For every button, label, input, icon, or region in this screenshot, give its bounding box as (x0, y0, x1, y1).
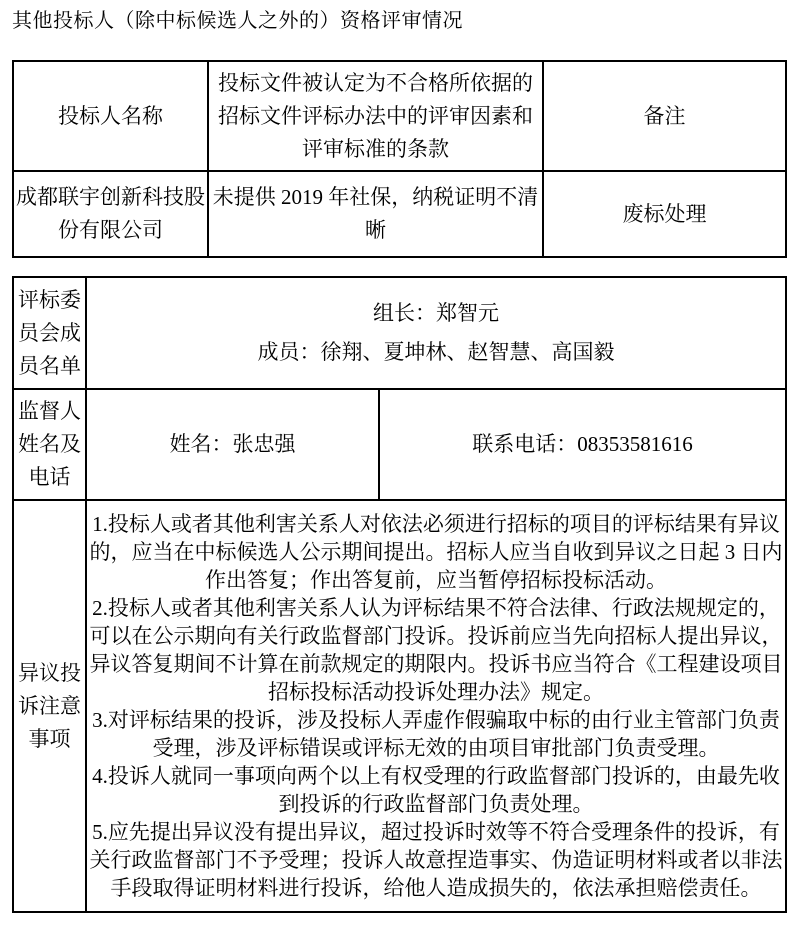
supervisor-name-cell: 姓名：张忠强 (86, 389, 379, 500)
disqualification-reason-cell: 未提供 2019 年社保，纳税证明不清晰 (208, 171, 543, 257)
committee-row (13, 277, 786, 389)
notice-item-2: 2.投标人或者其他利害关系人认为评标结果不符合法律、行政法规规定的，可以在公示期向有关行政监督部门投诉。投诉前应当先向招标人提出异议，异议答复期间不计算在前款规定的期限内。投诉书应当符合《工程建设项目招标投标活动投诉处理办法》规定。 (89, 596, 783, 704)
committee-members: 成员：徐翔、夏坤林、赵智慧、高国毅 (257, 340, 615, 364)
bidder-review-table (12, 60, 787, 258)
complaint-notice-cell (86, 500, 786, 912)
notice-item-3: 3.对评标结果的投诉，涉及投标人弄虚作假骗取中标的由行业主管部门负责受理，涉及评标错误或评标无效的由项目审批部门负责受理。 (92, 708, 780, 760)
remarks-cell: 废标处理 (543, 171, 786, 257)
evaluation-info-table (12, 276, 787, 913)
notice-item-4: 4.投诉人就同一事项向两个以上有权受理的行政监督部门投诉的，由最先收到投诉的行政监督部门负责处理。 (92, 764, 780, 816)
supervisor-phone-cell: 联系电话：08353581616 (379, 389, 786, 500)
committee-leader: 组长：郑智元 (373, 301, 499, 325)
committee-members-cell (86, 277, 786, 389)
col-header-disqualification-basis: 投标文件被认定为不合格所依据的招标文件评标办法中的评审因素和评审标准的条款 (208, 61, 543, 171)
complaint-notice-row (13, 500, 786, 912)
supervisor-label: 监督人姓名及电话 (13, 389, 86, 500)
table-row (13, 171, 786, 257)
col-header-bidder-name: 投标人名称 (13, 61, 208, 171)
supervisor-row (13, 389, 786, 500)
complaint-notice-label: 异议投诉注意事项 (13, 500, 86, 912)
notice-item-1: 1.投标人或者其他利害关系人对依法必须进行招标的项目的评标结果有异议的，应当在中标候选人公示期间提出。招标人应当自收到异议之日起 3 日内作出答复；作出答复前，应当暂停招标投标活动。 (89, 512, 783, 592)
committee-label: 评标委员会成员名单 (13, 277, 86, 389)
table-header-row (13, 61, 786, 171)
bidder-name-cell: 成都联宇创新科技股份有限公司 (13, 171, 208, 257)
page-title: 其他投标人（除中标候选人之外的）资格评审情况 (12, 10, 463, 32)
col-header-remarks: 备注 (543, 61, 786, 171)
notice-item-5: 5.应先提出异议没有提出异议，超过投诉时效等不符合受理条件的投诉，有关行政监督部门不予受理；投诉人故意捏造事实、伪造证明材料或者以非法手段取得证明材料进行投诉，给他人造成损失的，依法承担赔偿责任。 (89, 820, 783, 900)
